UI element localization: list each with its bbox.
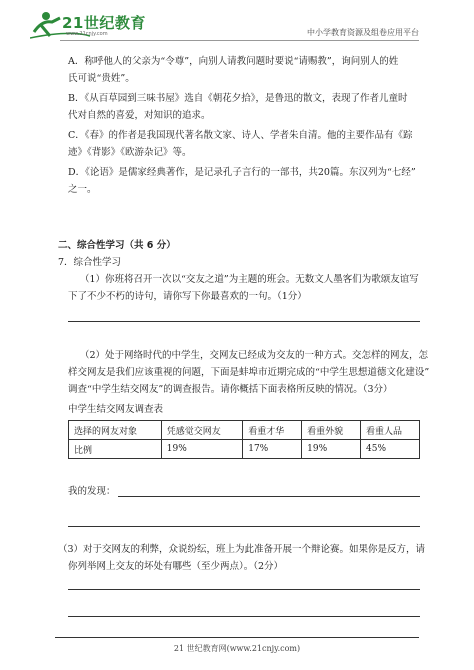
table-header-cell: 凭感觉交网友 bbox=[161, 421, 242, 440]
table-title: 中学生结交网友调查表 bbox=[68, 404, 164, 415]
table-cell: 19% bbox=[302, 440, 361, 459]
option-d-line1: D．《论语》是儒家经典著作，是记录孔子言行的一部书，共20篇。东汉列为“七经” bbox=[68, 167, 416, 178]
q3-answer-line[interactable] bbox=[68, 589, 420, 590]
q1-answer-line[interactable] bbox=[68, 321, 420, 322]
q3-line1: （3）对于交网友的利弊，众说纷纭，班上为此准备开展一个辩论赛。如果你是反方，请 bbox=[58, 544, 426, 555]
option-c-line1: C．《春》的作者是我国现代著名散文家、诗人、学者朱自清。他的主要作品有《踪 bbox=[68, 130, 413, 141]
table-header-cell: 看重人品 bbox=[361, 421, 420, 440]
finding-label: 我的发现： bbox=[68, 486, 116, 497]
table-cell: 比例 bbox=[69, 440, 162, 459]
q2-line3: 调查“中学生结交网友”的调查报告。请你概括下面表格所反映的情况。（3分） bbox=[68, 384, 393, 395]
table-header-cell: 选择的网友对象 bbox=[69, 421, 162, 440]
option-a-line1: A．称呼他人的父亲为“令尊”，向别人请教问题时要说“请赐教”，询问别人的姓 bbox=[68, 56, 399, 67]
question-label: 7．综合性学习 bbox=[58, 257, 122, 268]
table-row bbox=[69, 440, 420, 459]
option-a-line2: 氏可说“贵姓”。 bbox=[68, 73, 135, 84]
table-cell: 17% bbox=[243, 440, 302, 459]
option-c-line2: 迹》《背影》《欧游杂记》等。 bbox=[68, 147, 192, 158]
footer-divider bbox=[55, 637, 419, 638]
option-b-line1: B．《从百草园到三味书屋》选自《朝花夕拾》，是鲁迅的散文，表现了作者儿童时 bbox=[68, 93, 408, 104]
q3-answer-line-2[interactable] bbox=[68, 616, 420, 617]
logo-url: www.21cnjy.com bbox=[66, 31, 108, 37]
option-d-line2: 之一。 bbox=[68, 184, 97, 195]
platform-title: 中小学教育资源及组卷应用平台 bbox=[307, 28, 419, 37]
q2-line2: 样交网友是我们应该重视的问题，下面是蚌埠市近期完成的“中学生思想道德文化建设” bbox=[68, 367, 430, 378]
survey-table bbox=[68, 420, 420, 459]
logo-text: 21世纪教育 bbox=[62, 14, 146, 32]
table-header-cell: 看重外貌 bbox=[302, 421, 361, 440]
table-cell: 45% bbox=[361, 440, 420, 459]
table-cell: 19% bbox=[161, 440, 242, 459]
table-header-row bbox=[69, 421, 420, 440]
option-b-line2: 代对自然的喜爱，对知识的追求。 bbox=[68, 110, 211, 121]
footer-text: 21 世纪教育网(www.21cnjy.com) bbox=[173, 644, 301, 653]
q2-line1: （2）处于网络时代的中学生，交网友已经成为交友的一种方式。交怎样的网友，怎 bbox=[80, 350, 429, 361]
table-header-cell: 看重才华 bbox=[243, 421, 302, 440]
header-divider bbox=[60, 40, 419, 41]
q1-line2: 下了不少不朽的诗句，请你写下你最喜欢的一句。（1分） bbox=[68, 291, 307, 302]
finding-answer-line-2[interactable] bbox=[68, 526, 420, 527]
q3-line2: 你列举网上交友的坏处有哪些（至少两点）。（2分） bbox=[68, 561, 284, 572]
q1-line1: （1）你班将召开一次以“交友之道”为主题的班会。无数文人墨客们为歌颂友谊写 bbox=[80, 274, 419, 285]
section-title: 二、综合性学习（共 6 分） bbox=[58, 240, 176, 251]
finding-answer-line[interactable] bbox=[118, 496, 420, 497]
